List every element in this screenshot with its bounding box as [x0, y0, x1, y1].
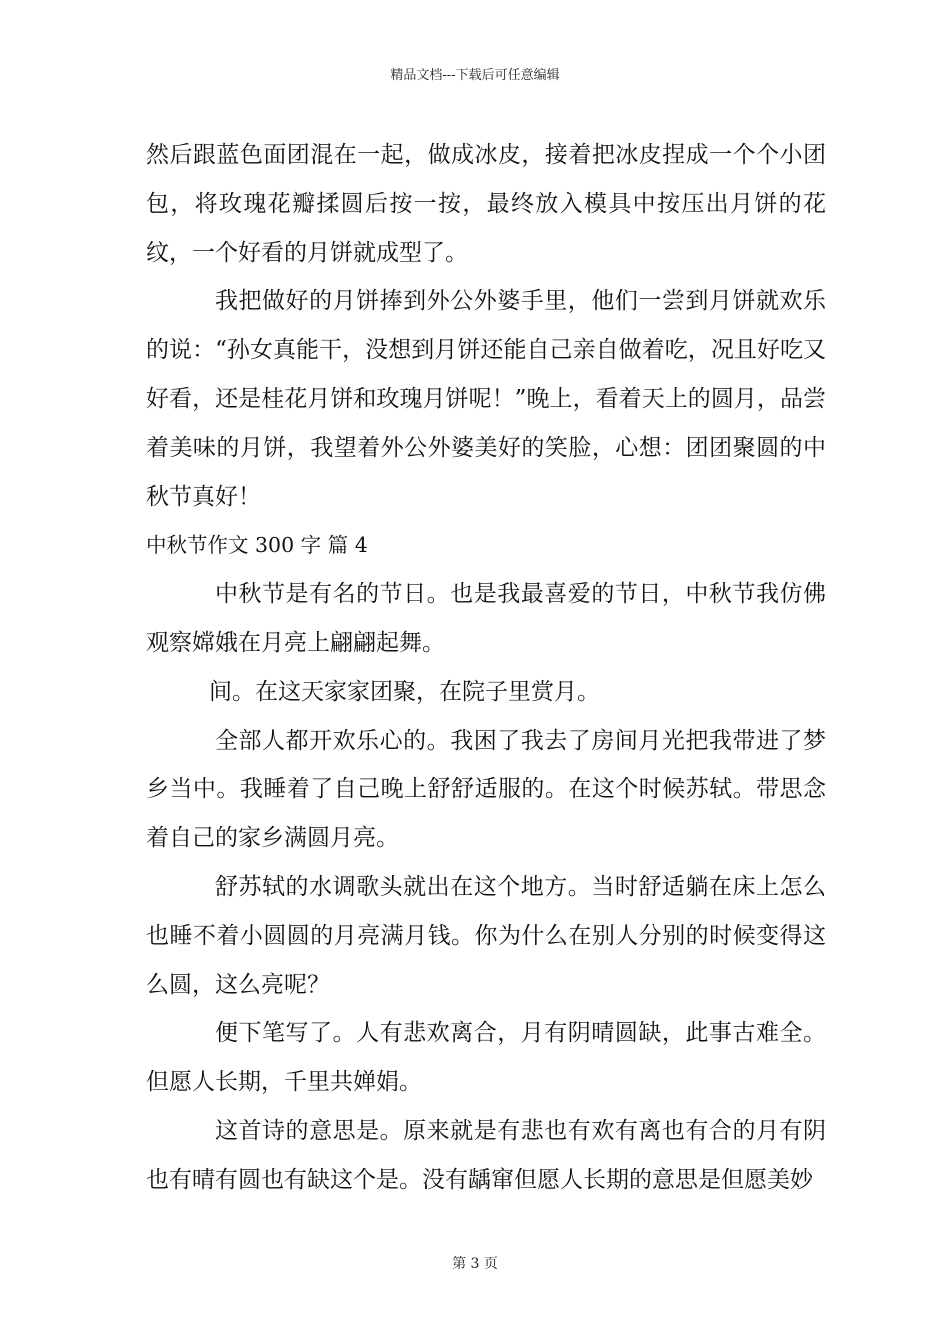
paragraph-2: 我把做好的月饼捧到外公外婆手里，他们一尝到月饼就欢乐的说：“孙女真能干，没想到月饼还能自己亲自做着吃，况且好吃又好看，还是桂花月饼和玫瑰月饼呢！”晚上，看着天上的圆月，品尝着美味的月饼，我望着外公外婆美好的笑脸，心想：团团聚圆的中秋节真好！ [146, 288, 826, 510]
paragraph-3: 中秋节是有名的节日。也是我最喜爱的节日，中秋节我仿佛观察嫦娥在月亮上翩翩起舞。 [146, 581, 826, 656]
paragraph-1: 然后跟蓝色面团混在一起，做成冰皮，接着把冰皮捏成一个个小团包，将玫瑰花瓣揉圆后按一按，最终放入模具中按压出月饼的花纹，一个好看的月饼就成型了。 [146, 142, 826, 266]
section-heading: 中秋节作文 300 字 篇 4 [146, 533, 368, 558]
paragraph-6: 舒苏轼的水调歌头就出在这个地方。当时舒适躺在床上怎么也睡不着小圆圆的月亮满月钱。你为什么在别人分别的时候变得这么圆，这么亮呢？ [146, 873, 826, 998]
document-body [146, 131, 826, 1205]
paragraph-7: 便下笔写了。人有悲欢离合，月有阴晴圆缺，此事古难全。但愿人长期，千里共婵娟。 [146, 1020, 826, 1096]
paragraph-4: 间。在这天家家团聚，在院子里赏月。 [209, 678, 600, 705]
paragraph-8: 这首诗的意思是。原来就是有悲也有欢有离也有合的月有阴也有晴有圆也有缺这个是。没有龋窜但愿人长期的意思是但愿美妙 [146, 1117, 826, 1193]
page-number: 第 3 页 [452, 1256, 498, 1272]
paragraph-5: 全部人都开欢乐心的。我困了我去了房间月光把我带进了梦乡当中。我睡着了自己晚上舒舒适服的。在这个时候苏轼。带思念着自己的家乡满圆月亮。 [146, 727, 826, 852]
page-header: 精品文档---下载后可任意编辑 [390, 68, 560, 83]
